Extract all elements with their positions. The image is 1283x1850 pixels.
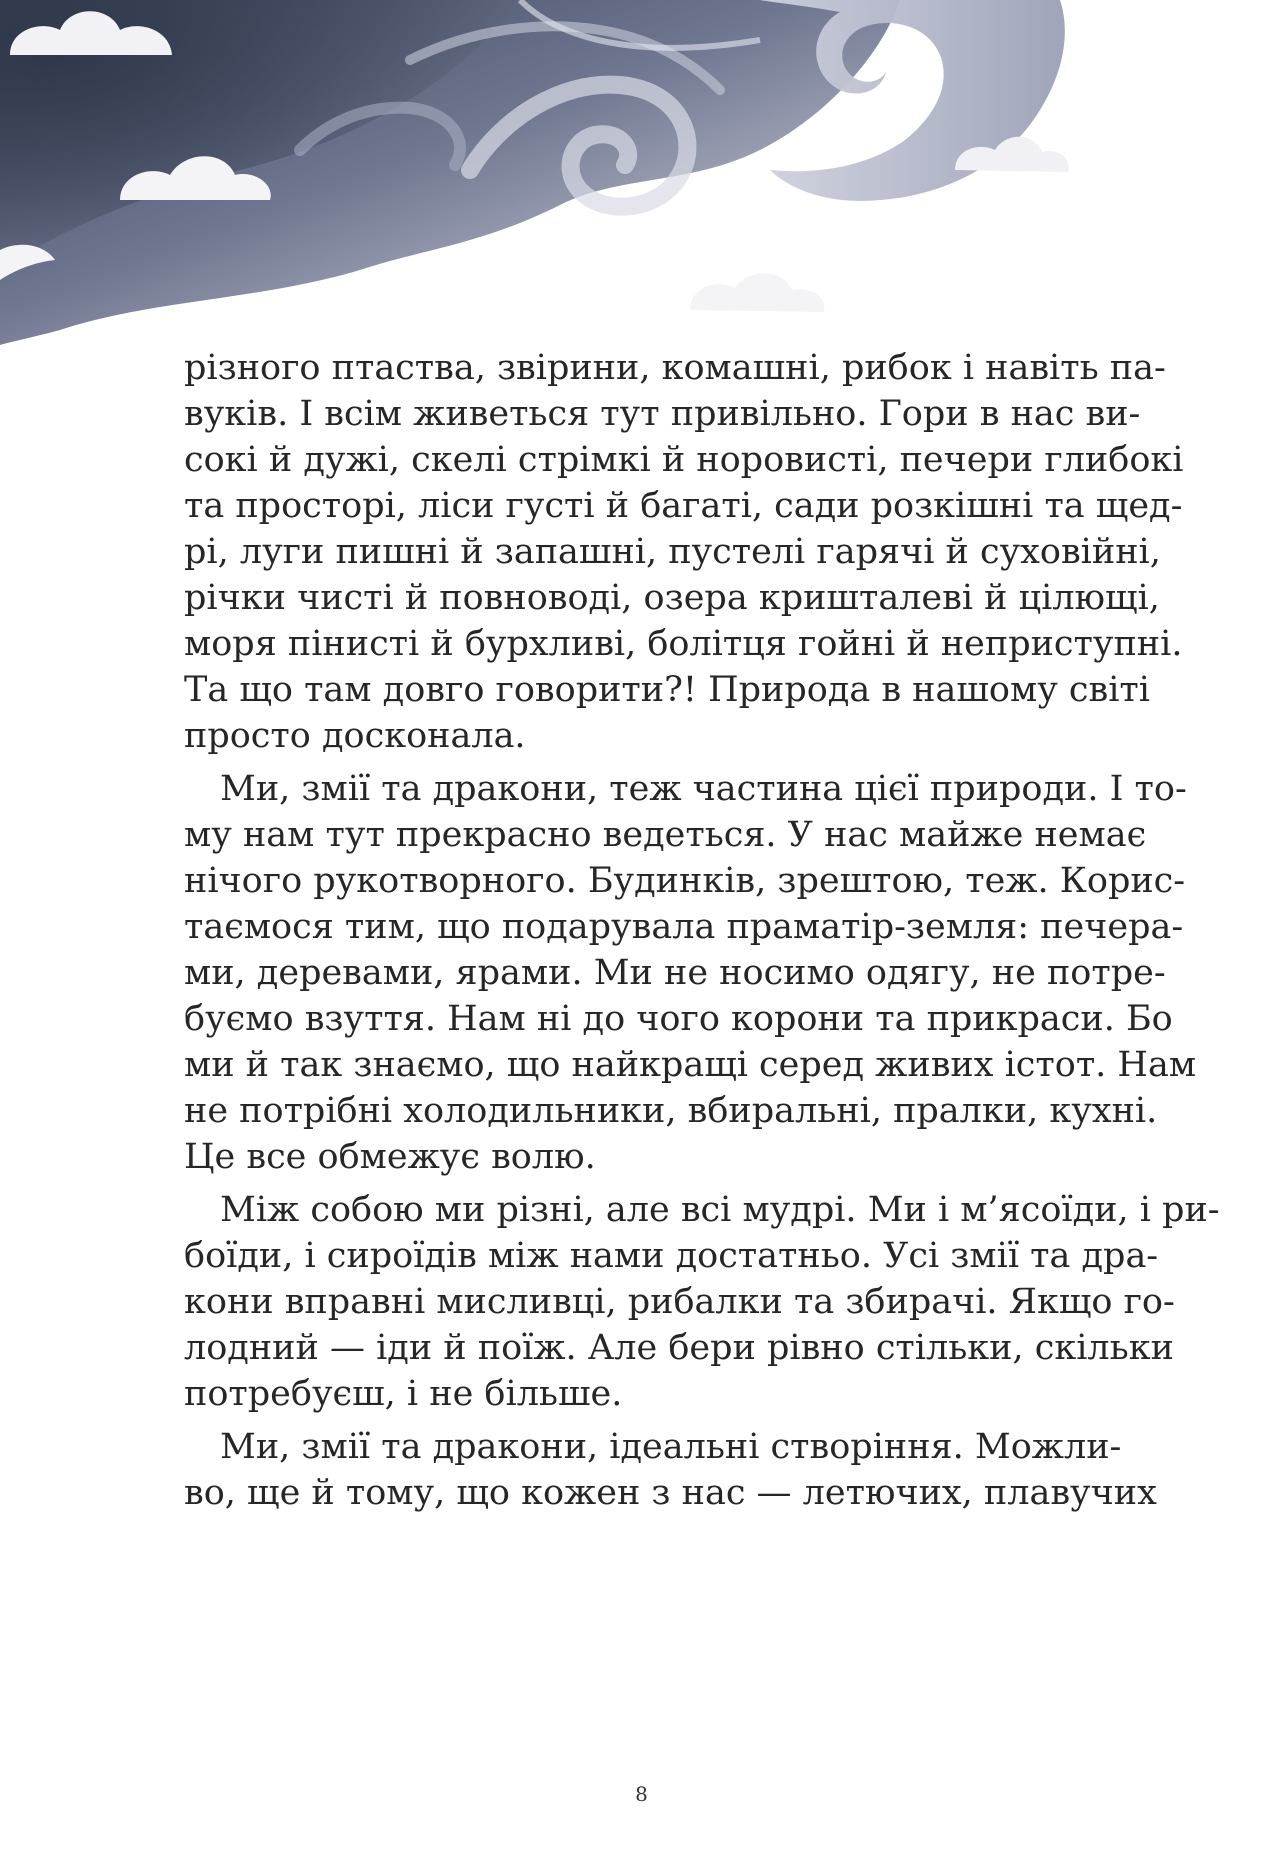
text-line: кони вправні мисливці, рибалки та збирачі. Якщо го- xyxy=(184,1282,1175,1322)
text-line: різного птаства, звірини, комашні, рибок і навіть па- xyxy=(184,348,1166,388)
text-line: во, ще й тому, що кожен з нас — летючих, плавучих xyxy=(184,1473,1157,1513)
text-line: Ми, змії та дракони, теж частина цієї природи. І то- xyxy=(220,769,1187,809)
text-line: таємося тим, що подарувала праматір-земля: печера- xyxy=(184,907,1184,947)
text-line: му нам тут прекрасно ведеться. У нас майже немає xyxy=(184,815,1147,855)
text-line: рі, луги пишні й запашні, пустелі гарячі й суховійні, xyxy=(184,532,1161,572)
text-line: сокі й дужі, скелі стрімкі й норовисті, печери глибокі xyxy=(184,440,1184,480)
text-line: вуків. І всім живеться тут привільно. Гори в нас ви- xyxy=(184,394,1141,434)
text-line: буємо взуття. Нам ні до чого корони та прикраси. Бо xyxy=(184,999,1173,1039)
text-line: Між собою ми різні, але всі мудрі. Ми і м’ясоїди, і ри- xyxy=(220,1190,1220,1230)
text-line: нічого рукотворного. Будинків, зрештою, теж. Корис- xyxy=(184,861,1186,901)
text-line: Це все обмежує волю. xyxy=(184,1137,596,1177)
text-line: та просторі, ліси густі й багаті, сади розкішні та щед- xyxy=(184,486,1183,526)
text-line: не потрібні холодильники, вбиральні, пралки, кухні. xyxy=(184,1091,1158,1131)
text-line: просто досконала. xyxy=(184,716,526,756)
body-text xyxy=(184,345,1220,1516)
text-line: ми й так знаємо, що найкращі серед живих істот. Нам xyxy=(184,1045,1197,1085)
paragraph xyxy=(184,1187,1220,1417)
page-number: 8 xyxy=(635,1782,648,1806)
text-line: лодний — іди й поїж. Але бери рівно стільки, скільки xyxy=(184,1328,1174,1368)
paragraph xyxy=(184,345,1184,759)
text-line: моря пінисті й бурхливі, болітця гойні й неприступні. xyxy=(184,624,1183,664)
text-line: річки чисті й повноводі, озера кришталеві й цілющі, xyxy=(184,578,1160,618)
text-line: Ми, змії та дракони, ідеальні створіння. Можли- xyxy=(220,1427,1122,1467)
text-line: потребуєш, і не більше. xyxy=(184,1374,623,1414)
paragraph xyxy=(184,766,1197,1180)
sky-swirl-clouds-illustration xyxy=(0,0,1283,345)
text-line: Та що там довго говорити?! Природа в нашому світі xyxy=(184,670,1150,710)
text-line: боїди, і сироїдів між нами достатньо. Усі змії та дра- xyxy=(184,1236,1159,1276)
text-line: ми, деревами, ярами. Ми не носимо одягу, не потре- xyxy=(184,953,1166,993)
paragraph xyxy=(184,1424,1157,1516)
